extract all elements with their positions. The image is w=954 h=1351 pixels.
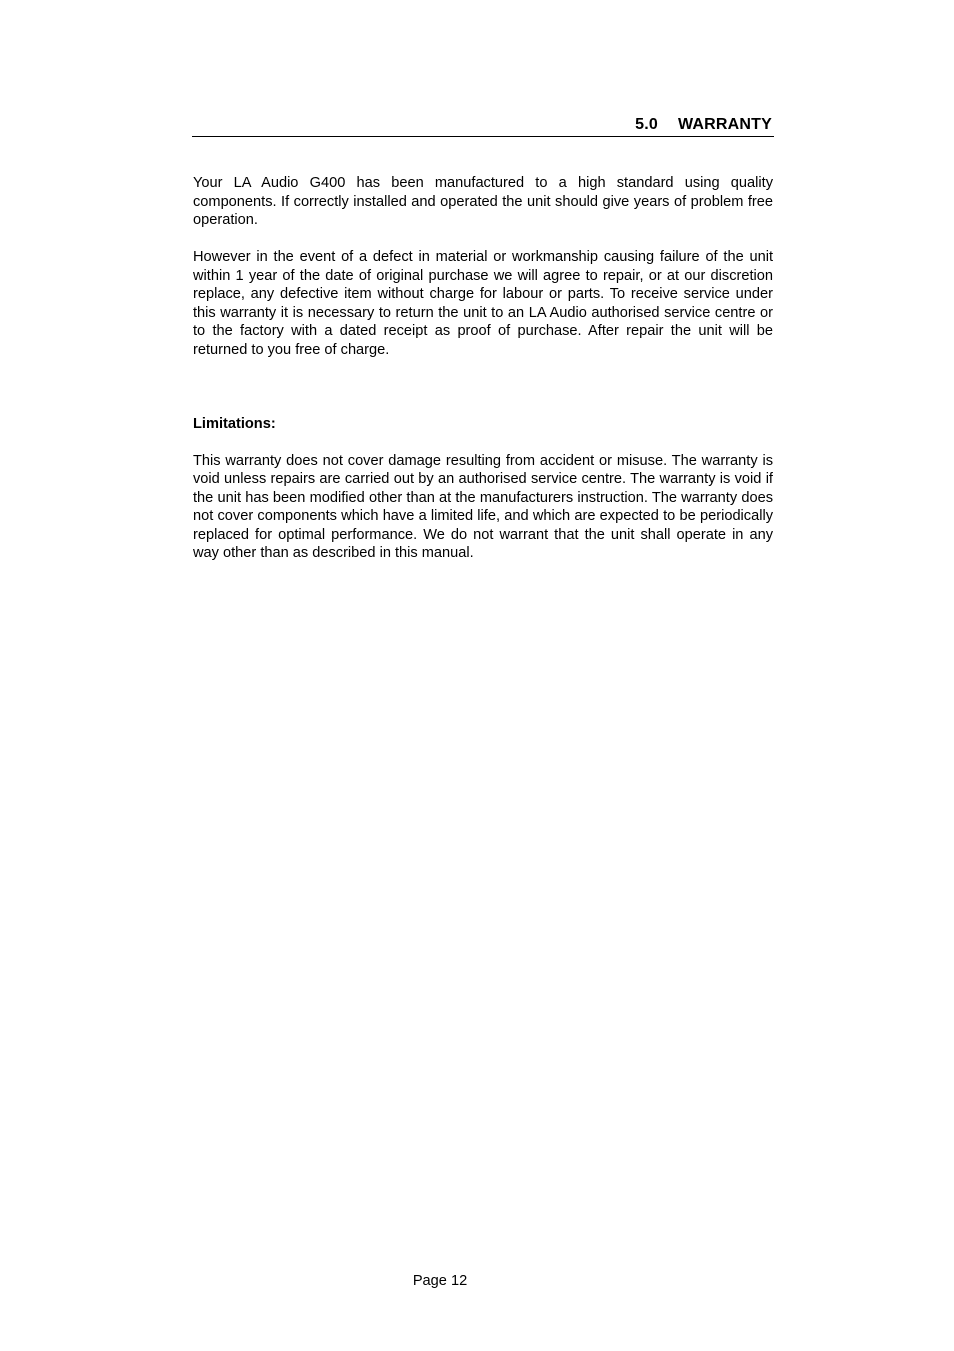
limitations-heading: Limitations: <box>193 415 276 432</box>
intro-paragraph: Your LA Audio G400 has been manufactured to a high standard using quality components. If correctly installed and operated the unit should give years of problem free operation. <box>193 175 773 228</box>
section-title <box>635 116 772 134</box>
page-number: Page 12 <box>412 1273 468 1289</box>
section-title-text: WARRANTY <box>677 116 772 133</box>
section-number: 5.0 <box>635 116 658 133</box>
section-header <box>192 114 774 137</box>
limitations-paragraph: This warranty does not cover damage resulting from accident or misuse. The warranty is void unless repairs are carried out by an authorised service centre. The warranty is void if the unit has been modified other than at the manufacturers instruction. The warranty does not cover components which have a limited life, and which are expected to be periodically replaced for optimal performance. We do not warrant that the unit shall operate in any way other than as described in this manual. <box>193 452 773 561</box>
defect-paragraph: However in the event of a defect in material or workmanship causing failure of the unit within 1 year of the date of original purchase we will agree to repair, or at our discretion replace, any defective item without charge for labour or parts. To receive service under this warranty it is necessary to return the unit to an LA Audio authorised service centre or to the factory with a dated receipt as proof of purchase. After repair the unit will be returned to you free of charge. <box>193 249 773 358</box>
warranty-content <box>193 174 773 563</box>
